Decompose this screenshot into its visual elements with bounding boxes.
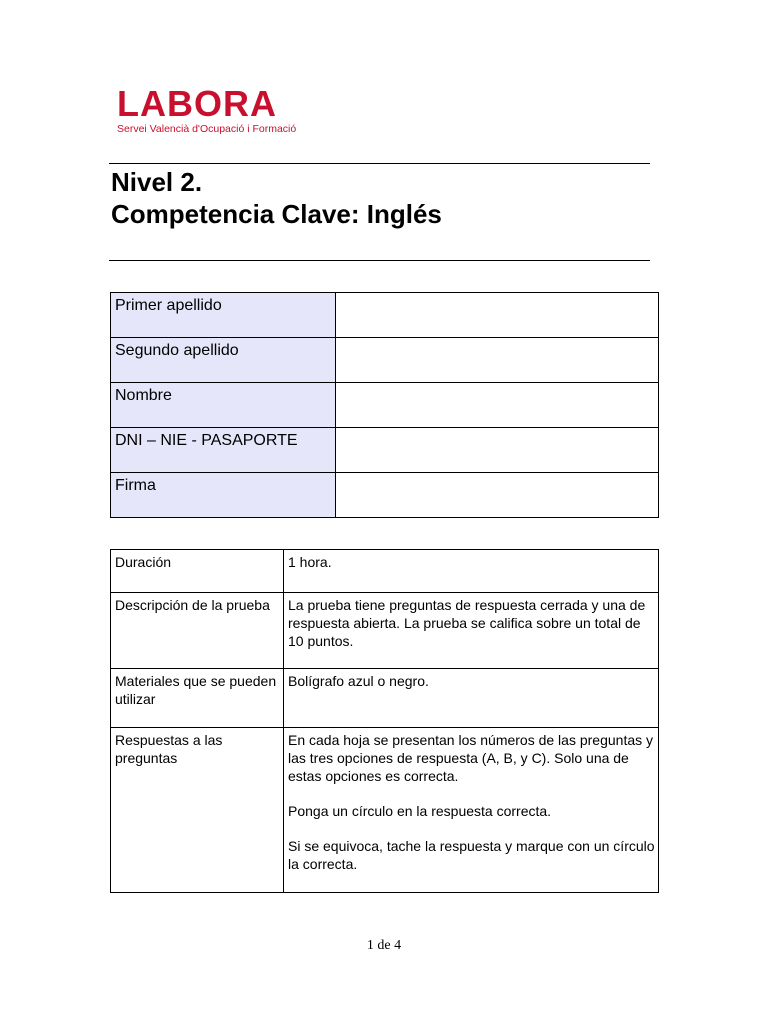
field-label-nombre: Nombre <box>111 383 336 428</box>
logo-subtitle: Servei Valencià d'Ocupació i Formació <box>117 123 297 135</box>
info-row-materiales <box>111 669 659 728</box>
field-label-firma: Firma <box>111 473 336 518</box>
field-input-firma[interactable] <box>336 473 659 518</box>
title-top-rule <box>109 163 650 164</box>
info-paragraph: 1 hora. <box>288 554 332 570</box>
personal-row <box>111 383 659 428</box>
field-label-segundo-apellido: Segundo apellido <box>111 338 336 383</box>
info-value <box>284 669 659 728</box>
exam-info-table <box>110 549 659 893</box>
info-paragraph: Si se equivoca, tache la respuesta y marque con un círculo la correcta. <box>288 838 655 872</box>
info-value <box>284 550 659 593</box>
field-input-nombre[interactable] <box>336 383 659 428</box>
info-paragraph: En cada hoja se presentan los números de las preguntas y las tres opciones de respuesta (A, B, y C). Solo una de estas opciones es correcta. <box>288 732 654 784</box>
title-bottom-rule <box>109 260 650 261</box>
labora-logo <box>117 83 297 135</box>
info-row-descripcion <box>111 593 659 669</box>
page-title <box>111 166 442 230</box>
info-paragraph: Bolígrafo azul o negro. <box>288 673 429 689</box>
title-level: Nivel 2. <box>111 167 203 197</box>
info-key: Respuestas a las preguntas <box>111 728 284 893</box>
logo-wordmark: LABORA <box>117 83 277 124</box>
field-input-documento[interactable] <box>336 428 659 473</box>
info-value <box>284 728 659 893</box>
info-paragraph: Ponga un círculo en la respuesta correcta. <box>288 803 552 819</box>
personal-row <box>111 338 659 383</box>
info-paragraph: La prueba tiene preguntas de respuesta cerrada y una de respuesta abierta. La prueba se califica sobre un total de 10 puntos. <box>288 597 646 649</box>
info-row-duracion <box>111 550 659 593</box>
personal-row <box>111 293 659 338</box>
personal-data-table <box>110 292 659 518</box>
info-key: Materiales que se pueden utilizar <box>111 669 284 728</box>
info-key: Duración <box>111 550 284 593</box>
field-label-primer-apellido: Primer apellido <box>111 293 336 338</box>
field-input-segundo-apellido[interactable] <box>336 338 659 383</box>
personal-row <box>111 428 659 473</box>
info-key: Descripción de la prueba <box>111 593 284 669</box>
info-row-respuestas <box>111 728 659 893</box>
page-number: 1 de 4 <box>366 938 402 953</box>
personal-row <box>111 473 659 518</box>
field-label-documento: DNI – NIE - PASAPORTE <box>111 428 336 473</box>
field-input-primer-apellido[interactable] <box>336 293 659 338</box>
info-value <box>284 593 659 669</box>
title-competence: Competencia Clave: Inglés <box>111 199 442 229</box>
